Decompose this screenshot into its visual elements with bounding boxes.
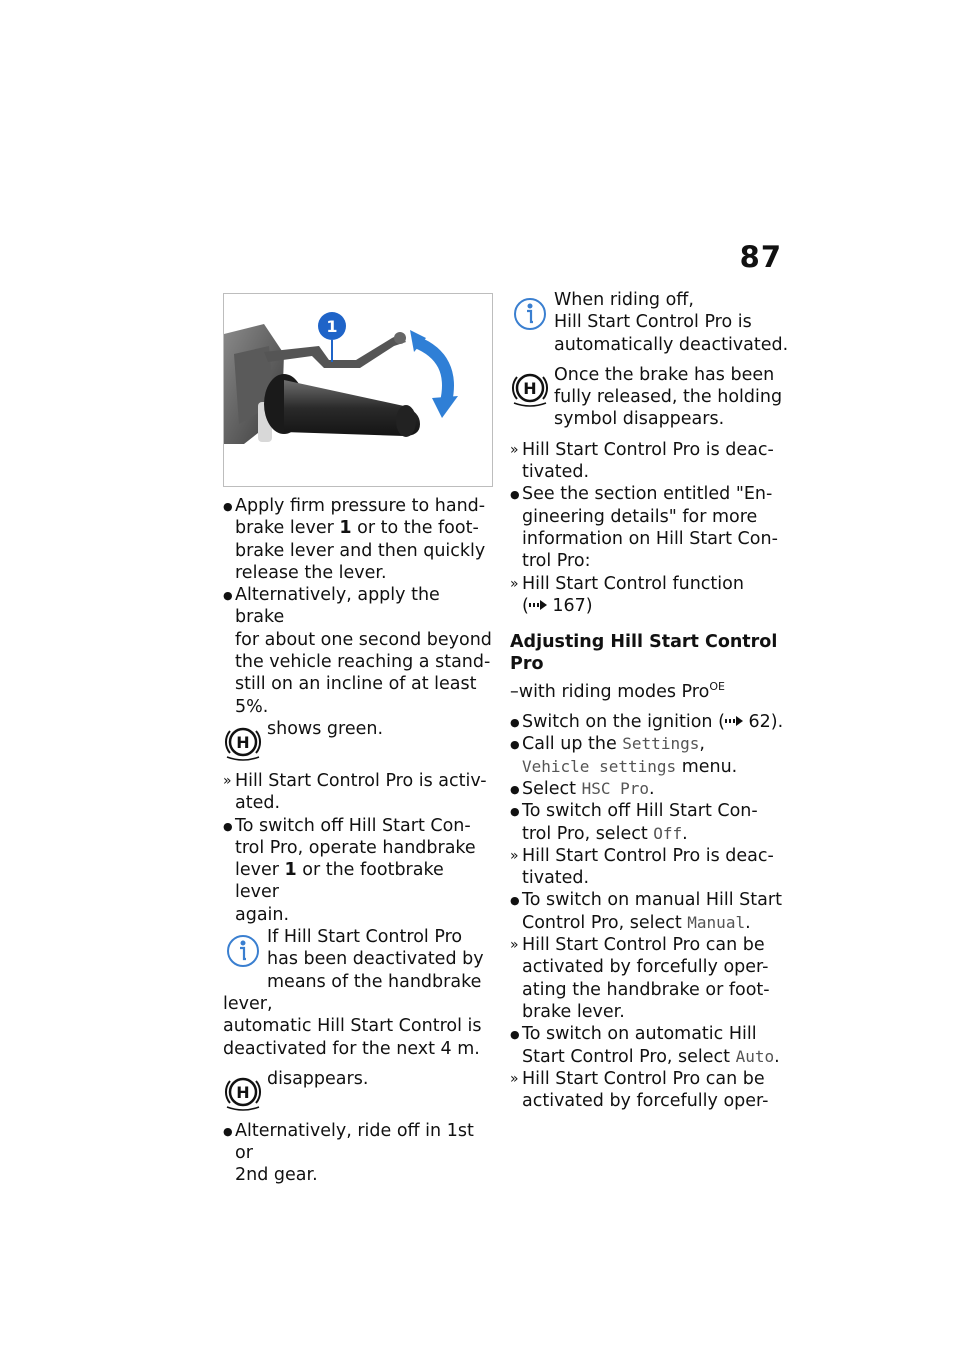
list-item: ● To switch off Hill Start Con- trol Pro, operate handbrake lever 1 or the footbrake lever again. — [223, 815, 476, 925]
bullet-icon: ● — [223, 589, 233, 603]
result-icon: » — [510, 575, 519, 592]
list-item: ● Select HSC Pro. — [510, 778, 790, 800]
page-link[interactable]: 62). — [742, 712, 784, 733]
bullet-icon: ● — [510, 894, 520, 908]
result-icon: » — [510, 441, 519, 458]
info-note: When riding off, Hill Start Control Pro is automatically deactivated. — [510, 289, 790, 356]
lever-reference-1: 1 — [284, 860, 297, 881]
bullet-icon: ● — [510, 716, 520, 730]
page-reference-arrow-icon — [725, 716, 743, 726]
list-item: ● Call up the Settings, Vehicle settings menu. — [510, 734, 738, 777]
handbrake-lever-illustration — [224, 294, 492, 486]
handlebar-figure — [223, 293, 493, 487]
hsc-symbol-note: H shows green. — [223, 718, 493, 762]
hsc-symbol-note: H disappears. — [223, 1068, 493, 1112]
result-icon: » — [510, 1070, 519, 1087]
page-link[interactable]: 167) — [546, 595, 593, 616]
result-icon: » — [223, 772, 232, 789]
info-note: If Hill Start Control Pro has been deactivated by means of the handbrake lever, automatic Hill Start Control is deactivated for the next 4 m. — [223, 927, 484, 1059]
hsc-symbol-note: H Once the brake has been fully released, the holding symbol disappears. — [510, 364, 790, 431]
bullet-icon: ● — [223, 500, 233, 513]
result-item: » Hill Start Control Pro can be activated by forcefully oper- — [510, 1068, 769, 1112]
optional-equipment-badge: OE — [709, 679, 725, 693]
bullet-icon: ● — [223, 819, 233, 833]
bullet-icon: ● — [510, 488, 520, 502]
motion-arrow-icon — [416, 342, 448, 402]
lever-reference-1: 1 — [339, 518, 352, 539]
svg-text:H: H — [236, 732, 250, 752]
list-item: ● Alternatively, apply the brake for about one second beyond the vehicle reaching a stand- still on an incline of at least 5%. — [223, 585, 492, 717]
result-item: » Hill Start Control Pro can be activated by forcefully oper- ating the handbrake or foot- brake lever. — [510, 935, 770, 1022]
page-number: 87 — [739, 240, 782, 274]
svg-text:H: H — [236, 1082, 250, 1102]
menu-name: Settings — [622, 734, 700, 754]
section-subtitle: –with riding modes Pro$^{OE}$ — [510, 679, 725, 702]
menu-option: HSC Pro — [581, 778, 649, 798]
bullet-icon: ● — [510, 1028, 520, 1042]
list-item: ● To switch off Hill Start Con- trol Pro, select Off. — [510, 801, 758, 844]
result-item: » Hill Start Control Pro is deac- tivated. — [510, 439, 774, 483]
hill-start-h-icon — [223, 721, 263, 761]
result-icon: » — [510, 847, 519, 864]
menu-name: Vehicle settings — [522, 756, 677, 776]
left-column — [223, 293, 493, 1187]
hill-start-h-icon — [510, 367, 550, 407]
result-item: » Hill Start Control Pro is deac- tivated. — [510, 845, 774, 889]
info-icon — [510, 292, 550, 332]
cross-reference-item[interactable]: ● Switch on the ignition ( 62). — [510, 711, 790, 733]
info-icon — [223, 929, 263, 969]
menu-option: Auto — [735, 1046, 775, 1066]
list-item: ● Apply firm pressure to hand- brake lever 1 or to the foot- brake lever and then quickly release the lever. — [223, 496, 486, 583]
list-item: ● See the section entitled "En- gineering details" for more information on Hill Start Con- trol Pro: — [510, 484, 778, 572]
list-item: ● To switch on automatic Hill Start Control Pro, select Auto. — [510, 1024, 780, 1067]
list-item: ● Alternatively, ride off in 1st or 2nd gear. — [223, 1120, 474, 1186]
list-item: ● To switch on manual Hill Start Control Pro, select Manual. — [510, 890, 782, 933]
bullet-icon: ● — [510, 805, 520, 819]
result-item: » Hill Start Control Pro is activ- ated. — [223, 770, 487, 814]
bullet-icon: ● — [223, 1124, 233, 1138]
svg-text:H: H — [523, 378, 537, 398]
result-icon: » — [510, 937, 519, 954]
page-reference-arrow-icon — [529, 600, 547, 610]
menu-option: Manual — [687, 912, 746, 932]
section-heading: Adjusting Hill Start Control Pro — [510, 632, 778, 675]
menu-option: Off — [653, 823, 683, 843]
callout-1-label: 1 — [326, 317, 338, 336]
bullet-icon: ● — [510, 738, 520, 752]
hill-start-h-icon — [223, 1071, 263, 1111]
right-column — [510, 289, 790, 1112]
cross-reference-item[interactable]: » Hill Start Control function ( 167) — [510, 573, 744, 616]
bullet-icon: ● — [510, 782, 520, 796]
